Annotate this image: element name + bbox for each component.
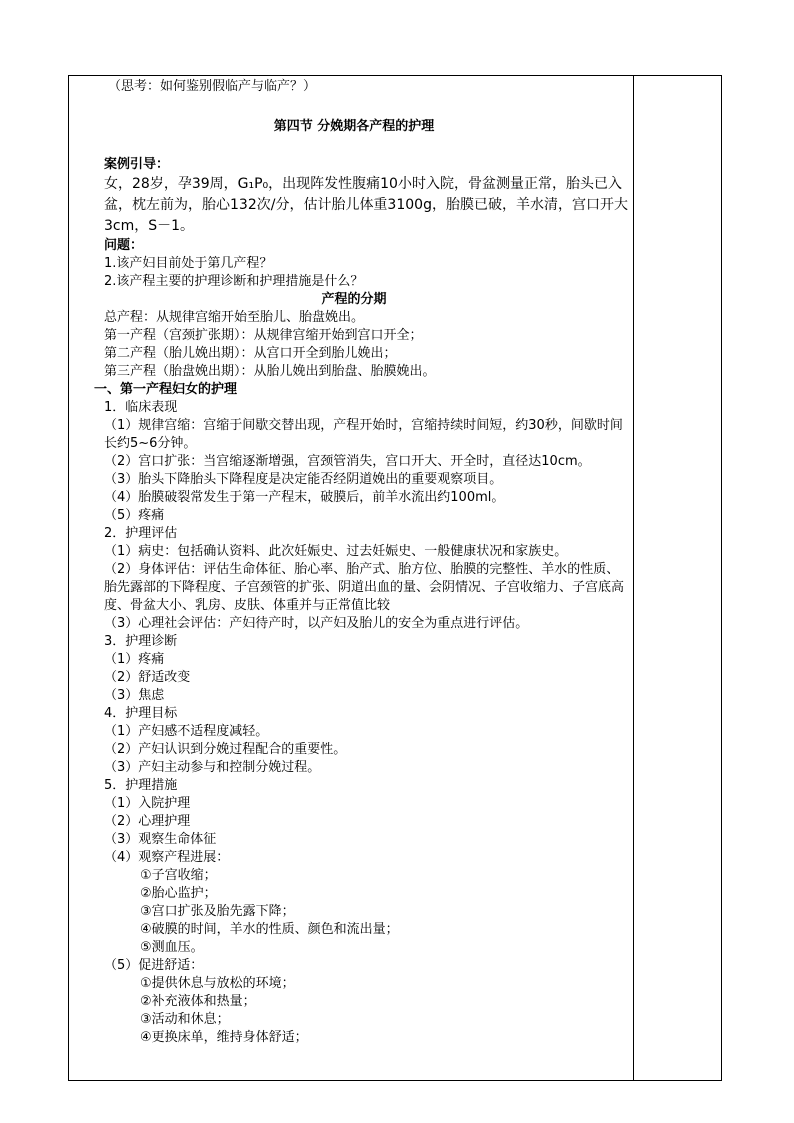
assessment-1: （1）病史：包括确认资料、此次妊娠史、过去妊娠史、一般健康状况和家族史。 bbox=[104, 544, 568, 559]
assessment-2: （2）身体评估：评估生命体征、胎心率、胎产式、胎方位、胎膜的完整性、羊水的性质、胎先露部的下降程度、子宫颈管的扩张、阴道出血的量、会阴情况、子宫收缩力、子宫底高度、骨盆大小、乳房、皮肤、体重并与正常值比较 bbox=[104, 562, 625, 613]
measure-1: （1）入院护理 bbox=[104, 796, 191, 811]
lesson-content bbox=[80, 78, 628, 1047]
case-text: 女，28岁，孕39周，G₁P₀，出现阵发性腹痛10小时入院，骨盆测量正常，胎头已入盆，枕左前为，胎心132次/分，估计胎儿体重3100g，胎膜已破，羊水清，宫口开大3cm，S－1。 bbox=[104, 176, 628, 234]
stage-third: 第三产程（胎盘娩出期）：从胎儿娩出到胎盘、胎膜娩出。 bbox=[104, 364, 436, 379]
diagnosis-1: （1）疼痛 bbox=[104, 652, 165, 667]
goal-1: （1）产妇感不适程度减轻。 bbox=[104, 724, 269, 739]
clinical-4: （4）胎膜破裂常发生于第一产程末，破膜后，前羊水流出约100ml。 bbox=[104, 490, 505, 505]
comfort-item-2: ②补充液体和热量； bbox=[140, 994, 256, 1009]
assessment-3: （3）心理社会评估：产妇待产时，以产妇及胎儿的安全为重点进行评估。 bbox=[104, 616, 529, 631]
diagnosis-3: （3）焦虑 bbox=[104, 688, 165, 703]
section-title: 第四节 分娩期各产程的护理 bbox=[273, 119, 435, 134]
diagnosis-2: （2）舒适改变 bbox=[104, 670, 191, 685]
clinical-heading: 1．临床表现 bbox=[104, 400, 178, 415]
goal-2: （2）产妇认识到分娩过程配合的重要性。 bbox=[104, 742, 347, 757]
question-2: 2.该产程主要的护理诊断和护理措施是什么？ bbox=[104, 274, 364, 289]
question-1: 1.该产妇目前处于第几产程？ bbox=[104, 256, 273, 271]
observe-item-3: ③宫口扩张及胎先露下降； bbox=[140, 904, 295, 919]
assessment-heading: 2．护理评估 bbox=[104, 526, 178, 541]
case-heading: 案例引导： bbox=[104, 157, 170, 172]
measures-heading: 5．护理措施 bbox=[104, 778, 178, 793]
diagnosis-heading: 3．护理诊断 bbox=[104, 634, 178, 649]
clinical-2: （2）宫口扩张：当宫缩逐渐增强，宫颈管消失，宫口开大、开全时，直径达10cm。 bbox=[104, 454, 591, 469]
observe-item-2: ②胎心监护； bbox=[140, 886, 217, 901]
think-note: （思考：如何鉴别假临产与临产？） bbox=[108, 79, 317, 94]
observe-item-5: ⑤测血压。 bbox=[140, 940, 204, 955]
measure-4: （4）观察产程进展： bbox=[104, 850, 230, 865]
measure-2: （2）心理护理 bbox=[104, 814, 191, 829]
stage-second: 第二产程（胎儿娩出期）：从宫口开全到胎儿娩出； bbox=[104, 346, 397, 361]
observe-item-1: ①子宫收缩； bbox=[140, 868, 217, 883]
comfort-item-3: ③活动和休息； bbox=[140, 1012, 230, 1027]
part1-heading: 一、第一产程妇女的护理 bbox=[94, 382, 238, 397]
stage-total: 总产程：从规律宫缩开始至胎儿、胎盘娩出。 bbox=[104, 310, 365, 325]
goal-3: （3）产妇主动参与和控制分娩过程。 bbox=[104, 760, 321, 775]
goals-heading: 4．护理目标 bbox=[104, 706, 178, 721]
clinical-1: （1）规律宫缩：宫缩于间歇交替出现，产程开始时，宫缩持续时间短，约30秒，间歇时间长约5~6分钟。 bbox=[104, 418, 623, 451]
clinical-3: （3）胎头下降胎头下降程度是决定能否经阴道娩出的重要观察项目。 bbox=[104, 472, 503, 487]
comfort-item-4: ④更换床单，维持身体舒适； bbox=[140, 1030, 308, 1045]
observe-item-4: ④破膜的时间，羊水的性质、颜色和流出量； bbox=[140, 922, 399, 937]
measure-3: （3）观察生命体征 bbox=[104, 832, 217, 847]
column-divider bbox=[633, 75, 634, 1081]
clinical-5: （5）疼痛 bbox=[104, 508, 165, 523]
stage-first: 第一产程（宫颈扩张期）：从规律宫缩开始到宫口开全； bbox=[104, 328, 423, 343]
comfort-heading: （5）促进舒适： bbox=[104, 958, 204, 973]
stages-title: 产程的分期 bbox=[321, 292, 387, 307]
question-heading: 问题： bbox=[104, 238, 144, 253]
comfort-item-1: ①提供休息与放松的环境； bbox=[140, 976, 295, 991]
